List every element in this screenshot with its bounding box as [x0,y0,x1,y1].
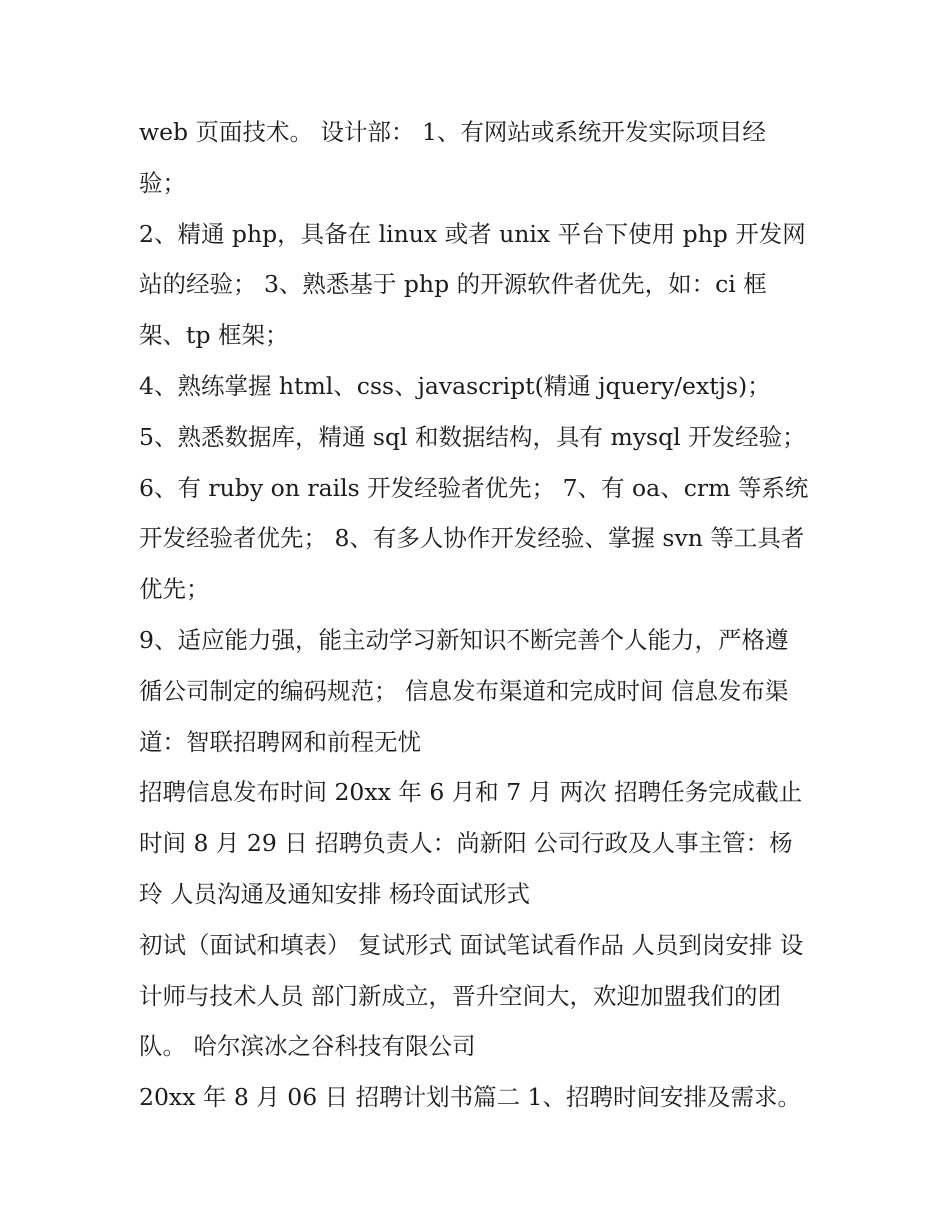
paragraph-schedule-contacts: 招聘信息发布时间 20xx 年 6 月和 7 月 两次 招聘任务完成截止时间 8 月 29 日 招聘负责人：尚新阳 公司行政及人事主管：杨玲 人员沟通及通知安排 杨玲面试形式 [139,778,803,908]
paragraph-date-plan-two: 20xx 年 8 月 06 日 招聘计划书篇二 1、招聘时间安排及需求。 [139,1083,802,1112]
paragraph-php-requirements: 2、精通 php，具备在 linux 或者 unix 平台下使用 php 开发网站的经验； 3、熟悉基于 php 的开源软件者优先，如：ci 框架、tp 框架； [139,219,806,350]
paragraph-interview-company: 初试（面试和填表） 复试形式 面试笔试看作品 人员到岗安排 设计师与技术人员 部门新成立，晋升空间大，欢迎加盟我们的团队。 哈尔滨冰之谷科技有限公司 [139,930,804,1061]
paragraph-design-dept-intro: web 页面技术。 设计部： 1、有网站或系统开发实际项目经验； [139,118,766,197]
paragraph-rails-oa-svn: 6、有 ruby on rails 开发经验者优先； 7、有 oa、crm 等系统开发经验者优先； 8、有多人协作开发经验、掌握 svn 等工具者优先； [139,473,809,604]
paragraph-adaptability-channels: 9、适应能力强，能主动学习新知识不断完善个人能力，严格遵循公司制定的编码规范； 信息发布渠道和完成时间 信息发布渠道：智联招聘网和前程无忧 [139,625,789,756]
paragraph-frontend-database: 4、熟练掌握 html、css、javascript(精通 jquery/extjs)； 5、熟悉数据库，精通 sql 和数据结构，具有 mysql 开发经验； [139,371,806,451]
document-body [139,107,811,1123]
